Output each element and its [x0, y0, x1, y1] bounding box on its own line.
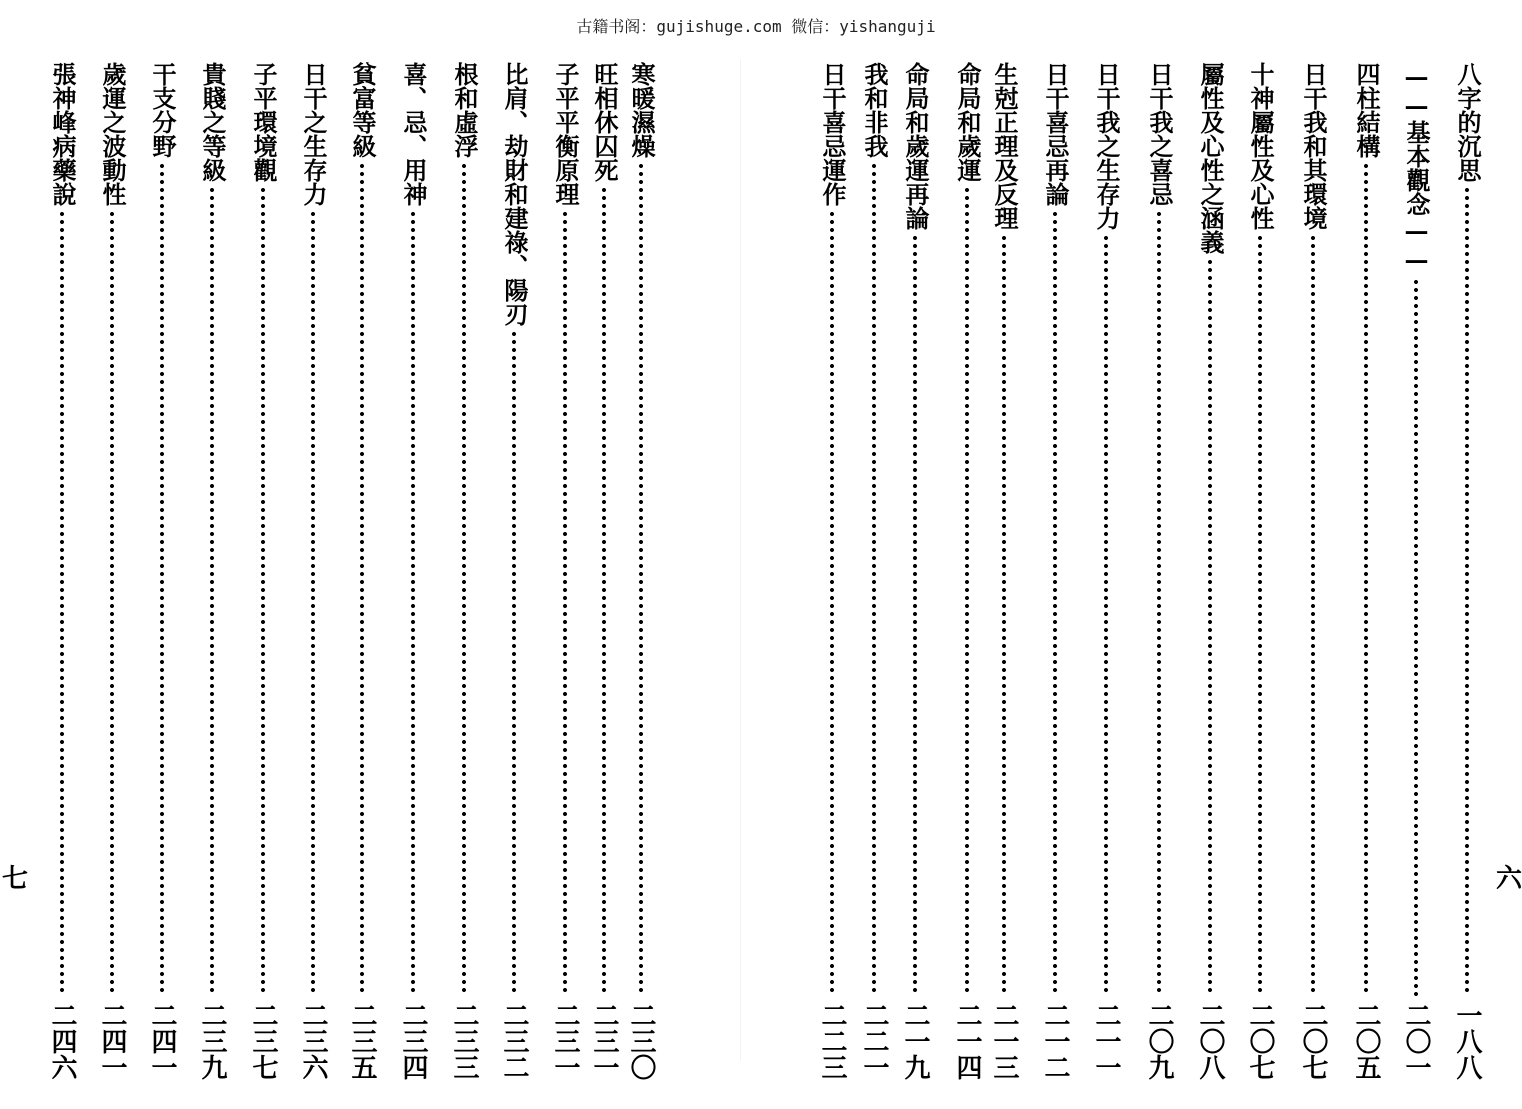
toc-entry[interactable] — [1142, 62, 1176, 1080]
toc-entry-page: 二四六 — [47, 1002, 77, 1080]
dot-leader — [209, 186, 215, 996]
toc-entry[interactable] — [1349, 62, 1383, 1080]
toc-entry-page: 二〇五 — [1351, 1002, 1381, 1080]
toc-entry-page: 二三〇 — [626, 1002, 656, 1080]
toc-entry[interactable] — [987, 62, 1021, 1080]
toc-entry-title: 根和虛浮 — [450, 62, 479, 158]
toc-entry[interactable] — [1089, 62, 1123, 1080]
dot-leader — [1363, 162, 1369, 996]
toc-entry-title: 干支分野 — [148, 62, 177, 158]
dot-leader — [159, 162, 165, 996]
toc-entry-page: 二一三 — [989, 1002, 1019, 1080]
toc-entry-page: 二三五 — [347, 1002, 377, 1080]
toc-entry-page: 二〇一 — [1401, 1002, 1431, 1080]
toc-entry-title: 寒暖濕燥 — [627, 62, 656, 158]
toc-entry-page: 二一一 — [1091, 1002, 1121, 1080]
dot-leader — [1413, 278, 1419, 996]
toc-entry-title: 日干之生存力 — [299, 62, 328, 206]
toc-entry-page: 二三一 — [550, 1002, 580, 1080]
toc-entry[interactable] — [587, 62, 621, 1080]
dot-leader — [511, 330, 517, 996]
toc-entry-page: 二三九 — [197, 1002, 227, 1080]
toc-entry-title: 命局和歲運再論 — [901, 62, 930, 230]
toc-entry[interactable] — [548, 62, 582, 1080]
toc-entry-title: 生尅正理及反理 — [990, 62, 1019, 230]
toc-entry[interactable] — [1296, 62, 1330, 1080]
dot-leader — [1257, 234, 1263, 996]
toc-entry[interactable] — [497, 62, 531, 1080]
dot-leader — [1464, 186, 1470, 996]
toc-entry[interactable] — [857, 62, 891, 1080]
toc-entry-title: 日干我之喜忌 — [1145, 62, 1174, 206]
toc-entry-page: 二〇八 — [1195, 1002, 1225, 1080]
dot-leader — [1310, 234, 1316, 996]
toc-entry-title: 歲運之波動性 — [98, 62, 127, 206]
toc-entry[interactable] — [950, 62, 984, 1080]
dot-leader — [871, 162, 877, 996]
dot-leader — [1156, 210, 1162, 996]
toc-entry-title: 四柱結構 — [1352, 62, 1381, 158]
toc-entry[interactable] — [898, 62, 932, 1080]
toc-entry-page: 二三一 — [589, 1002, 619, 1080]
toc-entry[interactable] — [1450, 62, 1484, 1080]
dot-leader — [1207, 258, 1213, 996]
toc-entry[interactable] — [95, 62, 129, 1080]
toc-entry-page: 二一四 — [952, 1002, 982, 1080]
toc-entry[interactable] — [447, 62, 481, 1080]
toc-entry[interactable] — [1038, 62, 1072, 1080]
toc-entry[interactable] — [195, 62, 229, 1080]
dot-leader — [964, 186, 970, 996]
toc-entry-title: 日干喜忌運作 — [818, 62, 847, 206]
dot-leader — [109, 210, 115, 996]
toc-entry-title: 十神屬性及心性 — [1246, 62, 1275, 230]
toc-entry-page: 二〇九 — [1144, 1002, 1174, 1080]
toc-entry[interactable] — [396, 62, 430, 1080]
toc-entry[interactable] — [246, 62, 280, 1080]
toc-entry-page: 二三七 — [248, 1002, 278, 1080]
toc-entry-page: 二四一 — [147, 1002, 177, 1080]
toc-entry-title: 比肩、劫財和建祿、陽刃 — [500, 62, 529, 326]
toc-entry-title: 命局和歲運 — [953, 62, 982, 182]
toc-entry-page: 二三四 — [398, 1002, 428, 1080]
folio-left: 七 — [2, 864, 29, 894]
toc-entry-page: 二一九 — [900, 1002, 930, 1080]
dot-leader — [1001, 234, 1007, 996]
dot-leader — [829, 210, 835, 996]
toc-entry-page: 二〇七 — [1245, 1002, 1275, 1080]
toc-entry-title: 日干喜忌再論 — [1041, 62, 1070, 206]
toc-entry-page: 二三六 — [298, 1002, 328, 1080]
toc-entry-title: 八字的沉思 — [1453, 62, 1482, 182]
dot-leader — [601, 186, 607, 996]
dot-leader — [359, 162, 365, 996]
folio-right: 六 — [1496, 864, 1522, 894]
toc-entry-title: 我和非我 — [860, 62, 889, 158]
dot-leader — [59, 210, 65, 996]
toc-entry-title: 子平平衡原理 — [551, 62, 580, 206]
toc-entry-title: 日干我和其環境 — [1299, 62, 1328, 230]
page-fold — [740, 60, 741, 1060]
dot-leader — [410, 210, 416, 996]
watermark-text: 古籍书阁：gujishuge.com 微信：yishanguji — [576, 17, 936, 36]
toc-entry-title: 貴賤之等級 — [198, 62, 227, 182]
toc-entry-title: 喜、忌、用神 — [399, 62, 428, 206]
toc-entry-title: 子平環境觀 — [249, 62, 278, 182]
toc-section-heading: ——基本觀念—— — [1402, 62, 1431, 274]
toc-entry[interactable] — [1243, 62, 1277, 1080]
toc-entry-title: 日干我之生存力 — [1092, 62, 1121, 230]
toc-entry-title: 旺相休囚死 — [590, 62, 619, 182]
toc-entry-page: 二二三 — [817, 1002, 847, 1080]
toc-entry-page: 二一二 — [1040, 1002, 1070, 1080]
dot-leader — [638, 162, 644, 996]
dot-leader — [562, 210, 568, 996]
toc-entry-title: 張神峰病藥說 — [48, 62, 77, 206]
dot-leader — [260, 186, 266, 996]
toc-entry-page: 一八八 — [1452, 1002, 1482, 1080]
dot-leader — [310, 210, 316, 996]
dot-leader — [1052, 210, 1058, 996]
toc-entry-page: 二二一 — [859, 1002, 889, 1080]
toc-entry-page: 二〇七 — [1298, 1002, 1328, 1080]
toc-entry-title: 屬性及心性之涵義 — [1196, 62, 1225, 254]
toc-entry[interactable] — [345, 62, 379, 1080]
toc-entry[interactable] — [45, 62, 79, 1080]
toc-entry[interactable] — [815, 62, 849, 1080]
toc-entry-page: 二四一 — [97, 1002, 127, 1080]
toc-entry[interactable] — [145, 62, 179, 1080]
dot-leader — [912, 234, 918, 996]
toc-entry — [1399, 62, 1433, 1080]
toc-entry-page: 二三三 — [449, 1002, 479, 1080]
toc-entry[interactable] — [624, 62, 658, 1080]
toc-entry[interactable] — [1193, 62, 1227, 1080]
toc-entry-title: 貧富等級 — [348, 62, 377, 158]
dot-leader — [1103, 234, 1109, 996]
dot-leader — [461, 162, 467, 996]
toc-entry-page: 二三二 — [499, 1002, 529, 1080]
toc-entry[interactable] — [296, 62, 330, 1080]
